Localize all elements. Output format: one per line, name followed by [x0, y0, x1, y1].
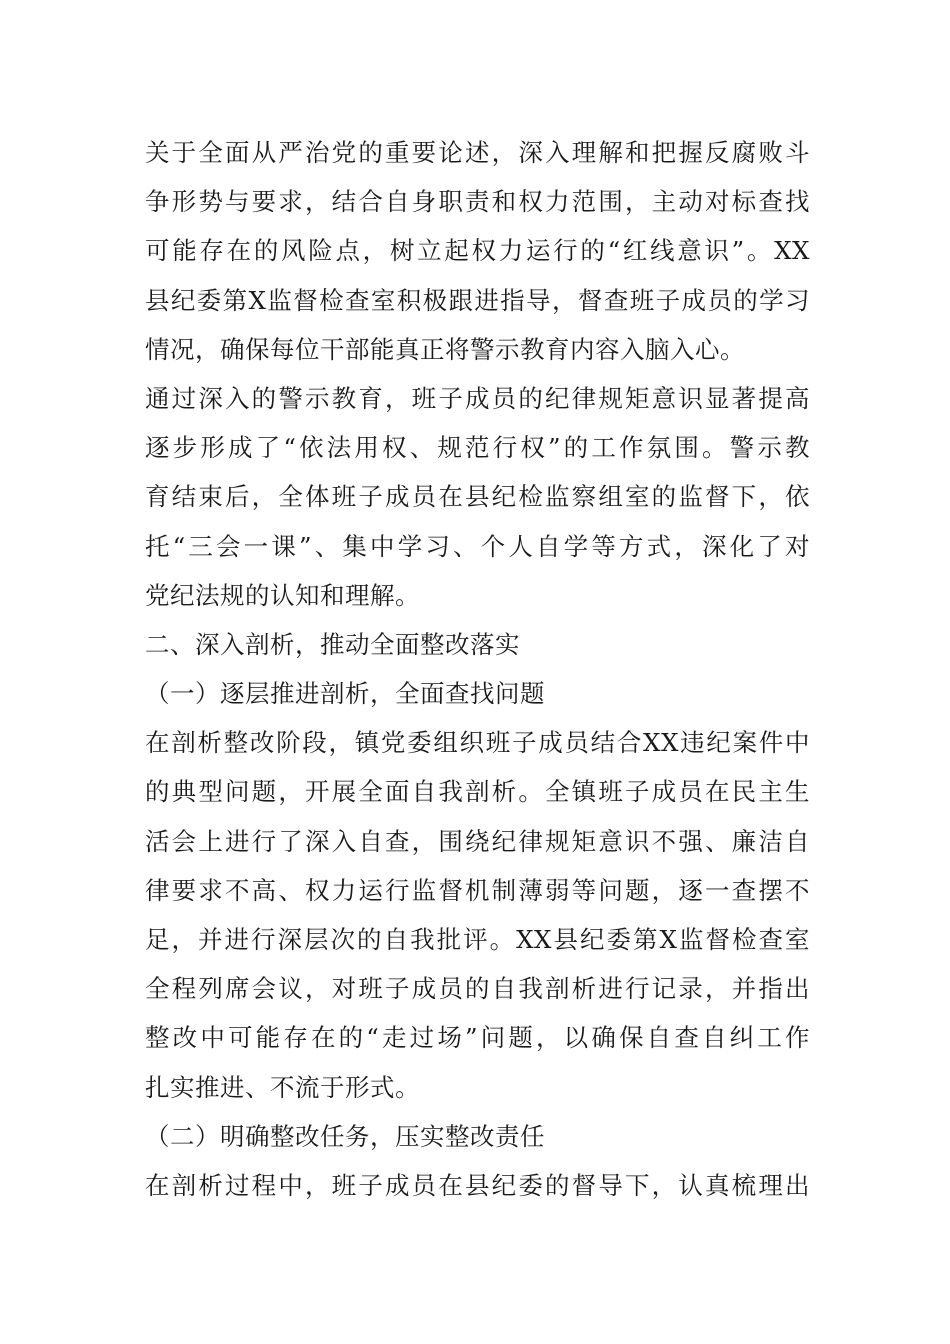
text-line: 足，并进行深层次的自我批评。XX县纪委第X监督检查室: [145, 925, 810, 954]
text-line: 扎实推进、不流于形式。: [145, 1072, 420, 1102]
text-line: 全程列席会议，对班子成员的自我剖析进行记录，并指出: [145, 974, 810, 1004]
text-line: 关于全面从严治党的重要论述，深入理解和把握反腐败斗: [145, 138, 810, 167]
text-line: 整改中可能存在的“走过场”问题，以确保自查自纠工作: [145, 1023, 810, 1053]
text-line: 逐步形成了“依法用权、规范行权”的工作氛围。警示教: [145, 433, 810, 463]
text-line: 通过深入的警示教育，班子成员的纪律规矩意识显著提高: [145, 383, 810, 413]
text-line: 在剖析过程中，班子成员在县纪委的督导下，认真梳理出: [145, 1170, 810, 1200]
text-line: 律要求不高、权力运行监督机制薄弱等问题，逐一查摆不: [145, 875, 810, 905]
text-line: 在剖析整改阶段，镇党委组织班子成员结合XX违纪案件中: [145, 728, 810, 758]
text-line: 的典型问题，开展全面自我剖析。全镇班子成员在民主生: [145, 777, 810, 807]
text-line: （二）明确整改任务，压实整改责任: [145, 1121, 545, 1151]
text-line: 活会上进行了深入自查，围绕纪律规矩意识不强、廉洁自: [145, 826, 810, 856]
text-line: 育结束后，全体班子成员在县纪检监察组室的监督下，依: [145, 482, 810, 512]
document-body: [145, 128, 810, 1210]
text-line: 党纪法规的认知和理解。: [145, 580, 420, 610]
text-line: 二、深入剖析，推动全面整改落实: [145, 629, 520, 659]
text-line: 可能存在的风险点，树立起权力运行的“红线意识”。XX: [145, 236, 810, 266]
text-line: 县纪委第X监督检查室积极跟进指导，督查班子成员的学习: [145, 285, 810, 315]
text-line: 托“三会一课”、集中学习、个人自学等方式，深化了对: [145, 531, 810, 561]
text-line: （一）逐层推进剖析，全面查找问题: [145, 679, 545, 709]
text-line: 情况，确保每位干部能真正将警示教育内容入脑入心。: [145, 334, 745, 364]
text-line: 争形势与要求，结合自身职责和权力范围，主动对标查找: [145, 187, 810, 217]
